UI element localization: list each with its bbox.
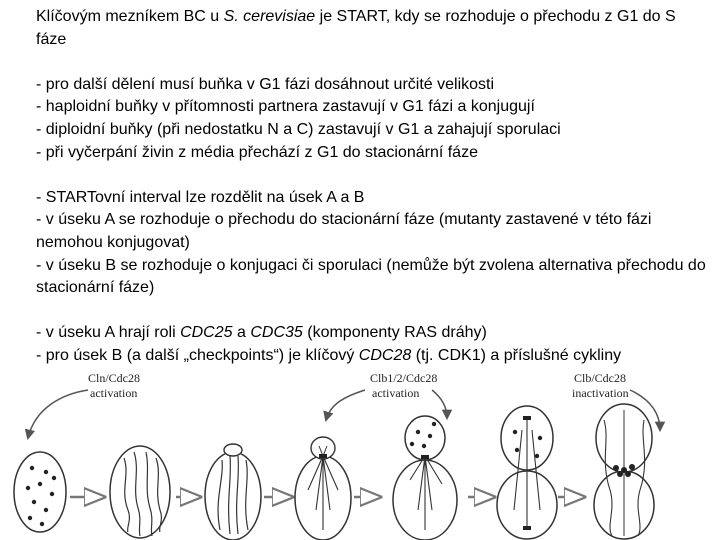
cln-pointer-arrow (28, 390, 88, 438)
list1-item: - při vyčerpání živin z média přechází z G1 do stacionární fáze (36, 143, 478, 161)
clb-cdc28-label: Clb/Cdc28 (574, 371, 627, 385)
gene-cdc35: CDC35 (250, 324, 303, 342)
cell-g1 (14, 452, 66, 532)
cell-elongated (110, 446, 170, 538)
cln-activation-label: activation (90, 386, 138, 400)
list2-item: - v úseku A se rozhoduje o přechodu do stacionární fáze (mutanty zastavené v této fázi nemohou konjugovat) (36, 211, 652, 251)
clb-inactivation-label: inactivation (572, 386, 629, 400)
list2-item: - STARTovní interval lze rozdělit na úsek A a B (36, 188, 365, 206)
gene-cdc28: CDC28 (358, 346, 412, 364)
gene-cdc25: CDC25 (180, 324, 233, 342)
cell-mitosis (497, 406, 557, 539)
species-name: S. cerevisiae (223, 8, 316, 25)
list3-item: - v úseku A hrají roli CDC25 a CDC35 (komponenty RAS dráhy) (36, 324, 487, 342)
clb12-cdc28-label: Clb1/2/Cdc28 (370, 371, 438, 385)
list1-item: - pro další dělení musí buňka v G1 fázi dosáhnout určité velikosti (36, 75, 495, 93)
cell-cytokinesis (594, 404, 654, 539)
list2-item: - v úseku B se rozhoduje o konjugaci či sporulaci (nemůže být zvolena alternativa přechodu do stacionární fáze) (36, 256, 706, 297)
cell-bud-growing (295, 437, 351, 540)
list1-item: - haploidní buňky v přítomnosti partnera zastavují v G1 fázi a konjugují (36, 98, 535, 116)
cell-bud-emerging (205, 444, 261, 540)
clb12-activation-label: activation (372, 386, 420, 400)
list3-item: - pro úsek B (a další „checkpoints“) je klíčový CDC28 (tj. CDK1) a příslušné cykliny (36, 346, 622, 364)
slide-text (36, 6, 708, 368)
cell-cycle-diagram (0, 360, 720, 540)
intro-text: Klíčovým mezníkem BC u (36, 8, 224, 25)
intro-text-end: je START, kdy se rozhoduje o přechodu z G1 do S fáze (36, 8, 676, 48)
intro-paragraph (36, 6, 708, 51)
cell-bud-medium (393, 416, 457, 540)
clb-act-pointer-arrow-1 (326, 390, 365, 420)
list1-item: - diploidní buňky (při nedostatku N a C) zastavují v G1 a zahajují sporulaci (36, 120, 561, 138)
cln-cdc28-label: Cln/Cdc28 (88, 371, 141, 385)
clb-act-pointer-arrow-2 (432, 390, 447, 418)
